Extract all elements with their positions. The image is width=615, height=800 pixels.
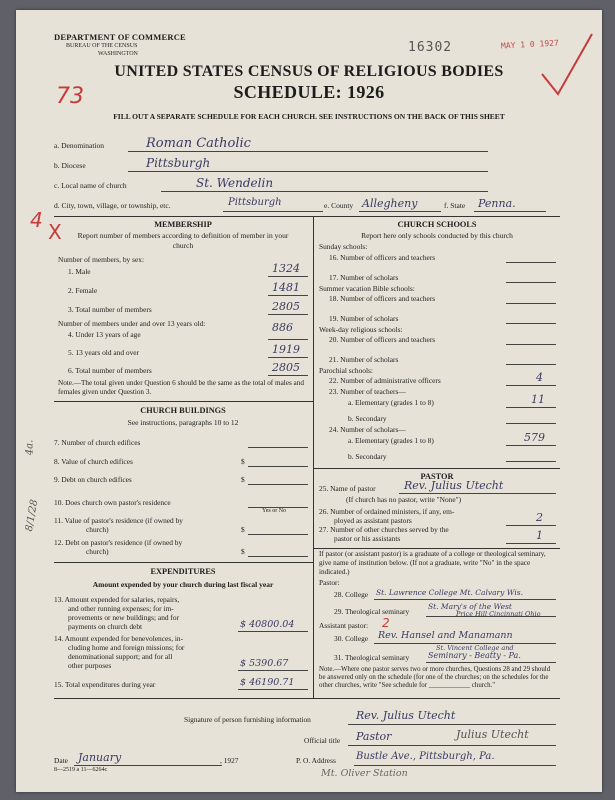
q13-value: $ 40800.04 — [240, 619, 295, 630]
graduate-note: If pastor (or assistant pastor) is a graduate of a college or theological seminary, give name of institution below. (If not a graduate, write "No" in the space indicated.) — [319, 550, 546, 576]
q29-value-2: Price Hill Cincinnati Ohio — [456, 610, 541, 618]
q10-residence-label: 10. Does church own pastor's residence — [54, 498, 171, 507]
assistant-sub-label: Assistant pastor: — [319, 621, 369, 630]
city-town-label: d. City, town, village, or township, etc. — [54, 201, 171, 210]
q7-edifices-label: 7. Number of church edifices — [54, 438, 141, 447]
q14-label-2: cluding home and foreign missions; for — [68, 643, 185, 652]
parochial-schools-label: Parochial schools: — [319, 366, 373, 375]
official-title-value: Pastor — [356, 730, 392, 743]
membership-title: MEMBERSHIP — [154, 220, 212, 229]
diocese-value: Pittsburgh — [146, 156, 211, 170]
pastor-title: PASTOR — [420, 472, 454, 481]
margin-note-side-2: 8/1/28 — [23, 498, 41, 533]
membership-note: Note.—The total given under Question 6 should be the same as the total of males and females given under Question 3. — [58, 379, 304, 396]
q3-total-value: 2805 — [272, 300, 300, 313]
q2-female-value: 1481 — [272, 281, 300, 294]
local-name-label: c. Local name of church — [54, 181, 127, 190]
q23a-value: 11 — [531, 393, 545, 406]
q23b-label: b. Secondary — [348, 414, 387, 423]
q13-label-3: provements or new buildings; and for — [68, 613, 180, 622]
q30-value-2: St. Vincent College and — [436, 644, 514, 652]
state-label: f. State — [444, 201, 466, 210]
denomination-label: a. Denomination — [54, 141, 104, 150]
q30-value: Rev. Hansel and Manamann — [378, 630, 513, 641]
q27-label-1: 27. Number of other churches served by the — [319, 525, 449, 534]
q12-label-1: 12. Debt on pastor's residence (if owned by — [54, 538, 183, 547]
local-name-value: St. Wendelin — [196, 176, 274, 190]
q11-label-2: church) — [86, 525, 109, 534]
q27-value: 1 — [536, 529, 543, 542]
expenditures-title: EXPENDITURES — [150, 567, 216, 576]
city-town-value: Pittsburgh — [228, 197, 282, 208]
q5-over-13-value: 1919 — [272, 343, 300, 356]
date-label: Date — [54, 756, 68, 765]
q8-dollar: $ — [241, 457, 245, 466]
q25-value: Rev. Julius Utecht — [404, 479, 504, 492]
q9-dollar: $ — [241, 475, 245, 484]
q18-label: 18. Number of officers and teachers — [329, 294, 436, 303]
q29-value: St. Mary's of the West — [428, 602, 512, 611]
q6-total-value: 2805 — [272, 361, 300, 374]
q22-value: 4 — [536, 371, 543, 384]
schedule-title: SCHEDULE: 1926 — [233, 82, 385, 102]
serial-number: 16302 — [408, 40, 453, 55]
q9-debt-label: 9. Debt on church edifices — [54, 475, 132, 484]
city-label: WASHINGTON — [98, 51, 138, 57]
department-label: DEPARTMENT OF COMMERCE — [54, 32, 186, 42]
q19-label: 19. Number of scholars — [329, 314, 399, 323]
seminary-note: Note.—Where one pastor serves two or more churches, Questions 28 and 29 should be answered only on the schedule (for one of the churches; on the schedules for the other churches, write "See schedule for ____________ church." — [319, 666, 551, 689]
q21-label: 21. Number of scholars — [329, 355, 399, 364]
q1-male-value: 1324 — [272, 262, 300, 275]
received-stamp: MAY 1 0 1927 — [500, 38, 559, 51]
q26-label-2: ployed as assistant pastors — [334, 516, 412, 525]
q4-under-13-label: 4. Under 13 years of age — [68, 330, 141, 339]
q15-value: $ 46190.71 — [240, 677, 295, 688]
buildings-sub: See instructions, paragraphs 10 to 12 — [127, 418, 239, 427]
bureau-label: BUREAU OF THE CENSUS — [66, 43, 138, 49]
schools-title: CHURCH SCHOOLS — [397, 220, 477, 229]
buildings-title: CHURCH BUILDINGS — [140, 406, 226, 415]
q26-value: 2 — [536, 511, 543, 524]
county-value: Allegheny — [362, 197, 418, 210]
q24b-label: b. Secondary — [348, 452, 387, 461]
q12-label-2: church) — [86, 547, 109, 556]
po-address-label: P. O. Address — [296, 756, 336, 765]
date-year: , 1927 — [220, 756, 239, 765]
q15-label: 15. Total expenditures during year — [54, 680, 156, 689]
q27-label-2: pastor or his assistants — [334, 534, 401, 543]
q6-total-label: 6. Total number of members — [68, 366, 152, 375]
q12-dollar: $ — [241, 547, 245, 556]
q14-value: $ 5390.67 — [240, 658, 289, 669]
pastor-sub-label: Pastor: — [319, 578, 340, 587]
q13-label-1: 13. Amount expended for salaries, repairs, — [54, 595, 180, 604]
signature-label: Signature of person furnishing information — [184, 715, 311, 724]
county-label: e. County — [324, 201, 354, 210]
q25-label: 25. Name of pastor — [319, 484, 376, 493]
official-title-extra: Julius Utecht — [456, 728, 529, 741]
q14-label-4: other purposes — [68, 661, 112, 670]
print-code: 8—2519 a 11—6264c — [54, 767, 108, 773]
margin-mark-4: 4 — [30, 208, 43, 232]
q23a-label: a. Elementary (grades 1 to 8) — [348, 398, 434, 407]
q25-note: (If church has no pastor, write "None") — [346, 495, 462, 504]
state-value: Penna. — [478, 197, 516, 210]
q14-label-1: 14. Amount expended for benevolences, in- — [54, 634, 184, 643]
q29-label: 29. Theological seminary — [334, 607, 410, 616]
margin-mark-73: 73 — [56, 84, 84, 109]
date-value: January — [78, 751, 122, 764]
weekday-schools-label: Week-day religious schools: — [319, 325, 403, 334]
q3-total-label: 3. Total number of members — [68, 305, 152, 314]
q16-label: 16. Number of officers and teachers — [329, 253, 436, 262]
q28-label: 28. College — [334, 590, 369, 599]
margin-note-side-1: 4a. — [24, 439, 36, 456]
margin-mark-x: X — [48, 220, 62, 244]
expenditures-sub: Amount expended by your church during last fiscal year — [92, 580, 274, 589]
q28-value: St. Lawrence College Mt. Calvary Wis. — [376, 588, 523, 597]
q13-label-4: payments on church debt — [68, 622, 143, 631]
summer-schools-label: Summer vacation Bible schools: — [319, 284, 415, 293]
yes-no-hint: Yes or No — [262, 508, 287, 514]
q26-label-1: 26. Number of ordained ministers, if any, em- — [319, 507, 455, 516]
census-schedule-sheet — [16, 10, 602, 792]
q31-value: Seminary - Beatty - Pa. — [428, 651, 521, 660]
instruction-line: FILL OUT A SEPARATE SCHEDULE FOR EACH CHURCH. SEE INSTRUCTIONS ON THE BACK OF THIS SHEET — [113, 112, 505, 121]
q24a-value: 579 — [524, 431, 545, 444]
form-title: UNITED STATES CENSUS OF RELIGIOUS BODIES — [114, 63, 504, 80]
q24-label: 24. Number of scholars— — [329, 425, 406, 434]
q20-label: 20. Number of officers and teachers — [329, 335, 436, 344]
po-address-value: Bustle Ave., Pittsburgh, Pa. — [356, 751, 495, 762]
q14-label-3: denominational support; and for all — [68, 652, 173, 661]
q8-value-label: 8. Value of church edifices — [54, 457, 133, 466]
q1-male-label: 1. Male — [68, 267, 91, 276]
q4-under-13-value: 886 — [272, 321, 293, 334]
q13-label-2: and other running expenses; for im- — [68, 604, 174, 613]
schools-intro: Report here only schools conducted by this church — [361, 231, 513, 240]
members-by-sex-label: Number of members, by sex: — [58, 255, 144, 264]
po-address-extra: Mt. Oliver Station — [321, 768, 408, 779]
signature-value: Rev. Julius Utecht — [356, 709, 456, 722]
sunday-schools-label: Sunday schools: — [319, 242, 368, 251]
q11-label-1: 11. Value of pastor's residence (if owned by — [54, 516, 183, 525]
q17-label: 17. Number of scholars — [329, 273, 399, 282]
q23-label: 23. Number of teachers— — [329, 387, 406, 396]
q24a-label: a. Elementary (grades 1 to 8) — [348, 436, 434, 445]
denomination-value: Roman Catholic — [146, 136, 251, 151]
q30-label: 30. College — [334, 634, 369, 643]
official-title-label: Official title — [304, 736, 341, 745]
assistant-count-mark: 2 — [382, 616, 390, 630]
diocese-label: b. Diocese — [54, 161, 86, 170]
q5-over-13-label: 5. 13 years old and over — [68, 348, 140, 357]
q31-label: 31. Theological seminary — [334, 653, 410, 662]
members-by-age-label: Number of members under and over 13 years old: — [58, 319, 206, 328]
q2-female-label: 2. Female — [68, 286, 98, 295]
q22-label: 22. Number of administrative officers — [329, 376, 441, 385]
membership-intro: Report number of members according to definition of member in your church — [77, 231, 289, 250]
q11-dollar: $ — [241, 525, 245, 534]
